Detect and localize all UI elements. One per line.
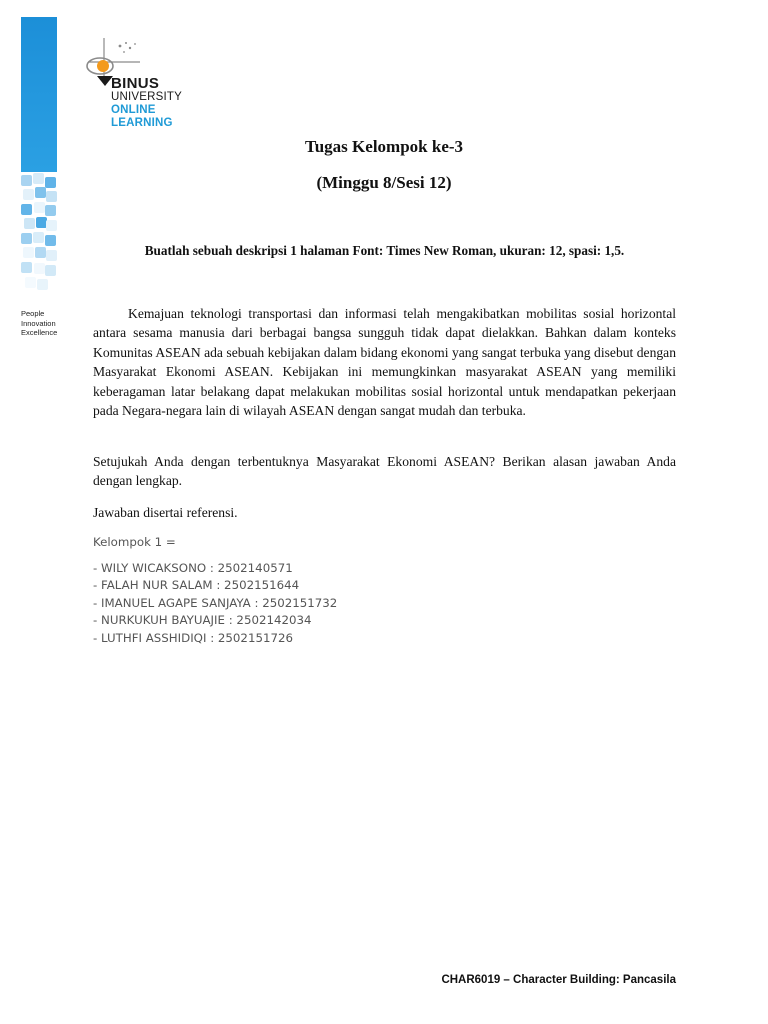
tagline-line: Excellence xyxy=(21,328,58,337)
question-paragraph: Setujukah Anda dengan terbentuknya Masyarakat Ekonomi ASEAN? Berikan alasan jawaban Anda dengan lengkap. xyxy=(93,454,676,489)
reference-note: Jawaban disertai referensi. xyxy=(93,505,238,520)
logo-wordmark xyxy=(111,76,182,130)
body-paragraph: Kemajuan teknologi transportasi dan informasi telah mengakibatkan mobilitas sosial horizontal antara sesama manusia dari berbagai bangsa sungguh tidak dapat dielakkan. Bahkan dalam konteks Komunitas ASEAN ada sebuah kebijakan dalam bidang ekonomi yang sangat terbuka yang disebut dengan Masyarakat Ekonomi ASEAN. Kebijakan ini memungkinkan masyarakat ASEAN yang memiliki keberagaman latar belakang dapat melakukan mobilitas sosial horizontal untuk mendapatkan pekerjaan pada Negara-negara lain di wilayah ASEAN dengan sangat mudah dan terbuka. xyxy=(93,306,676,419)
logo-learning: LEARNING xyxy=(111,117,173,129)
document-title: Tugas Kelompok ke-3 xyxy=(304,137,464,156)
group-member: - FALAH NUR SALAM : 2502151644 xyxy=(93,578,300,592)
document-subtitle: (Minggu 8/Sesi 12) xyxy=(316,173,452,192)
group-heading: Kelompok 1 = xyxy=(93,535,176,549)
group-member: - NURKUKUH BAYUAJIE : 2502142034 xyxy=(93,613,312,627)
tagline xyxy=(21,309,57,338)
group-member: - IMANUEL AGAPE SANJAYA : 2502151732 xyxy=(93,595,338,610)
logo-binus: BINUS xyxy=(111,75,160,92)
group-member: - WILY WICAKSONO : 2502140571 xyxy=(93,560,293,575)
assignment-instruction: Buatlah sebuah deskripsi 1 halaman Font: Times New Roman, ukuran: 12, spasi: 1,5. xyxy=(144,243,625,258)
group-section xyxy=(93,534,337,647)
tagline-line: Innovation xyxy=(21,318,56,328)
group-spacer xyxy=(93,552,337,560)
group-member: - LUTHFI ASSHIDIQI : 2502151726 xyxy=(93,630,293,645)
logo-online: ONLINE xyxy=(111,104,156,116)
logo-university: UNIVERSITY xyxy=(111,91,183,103)
page-footer: CHAR6019 – Character Building: Pancasila xyxy=(441,974,676,986)
tagline-line: People xyxy=(21,309,45,318)
